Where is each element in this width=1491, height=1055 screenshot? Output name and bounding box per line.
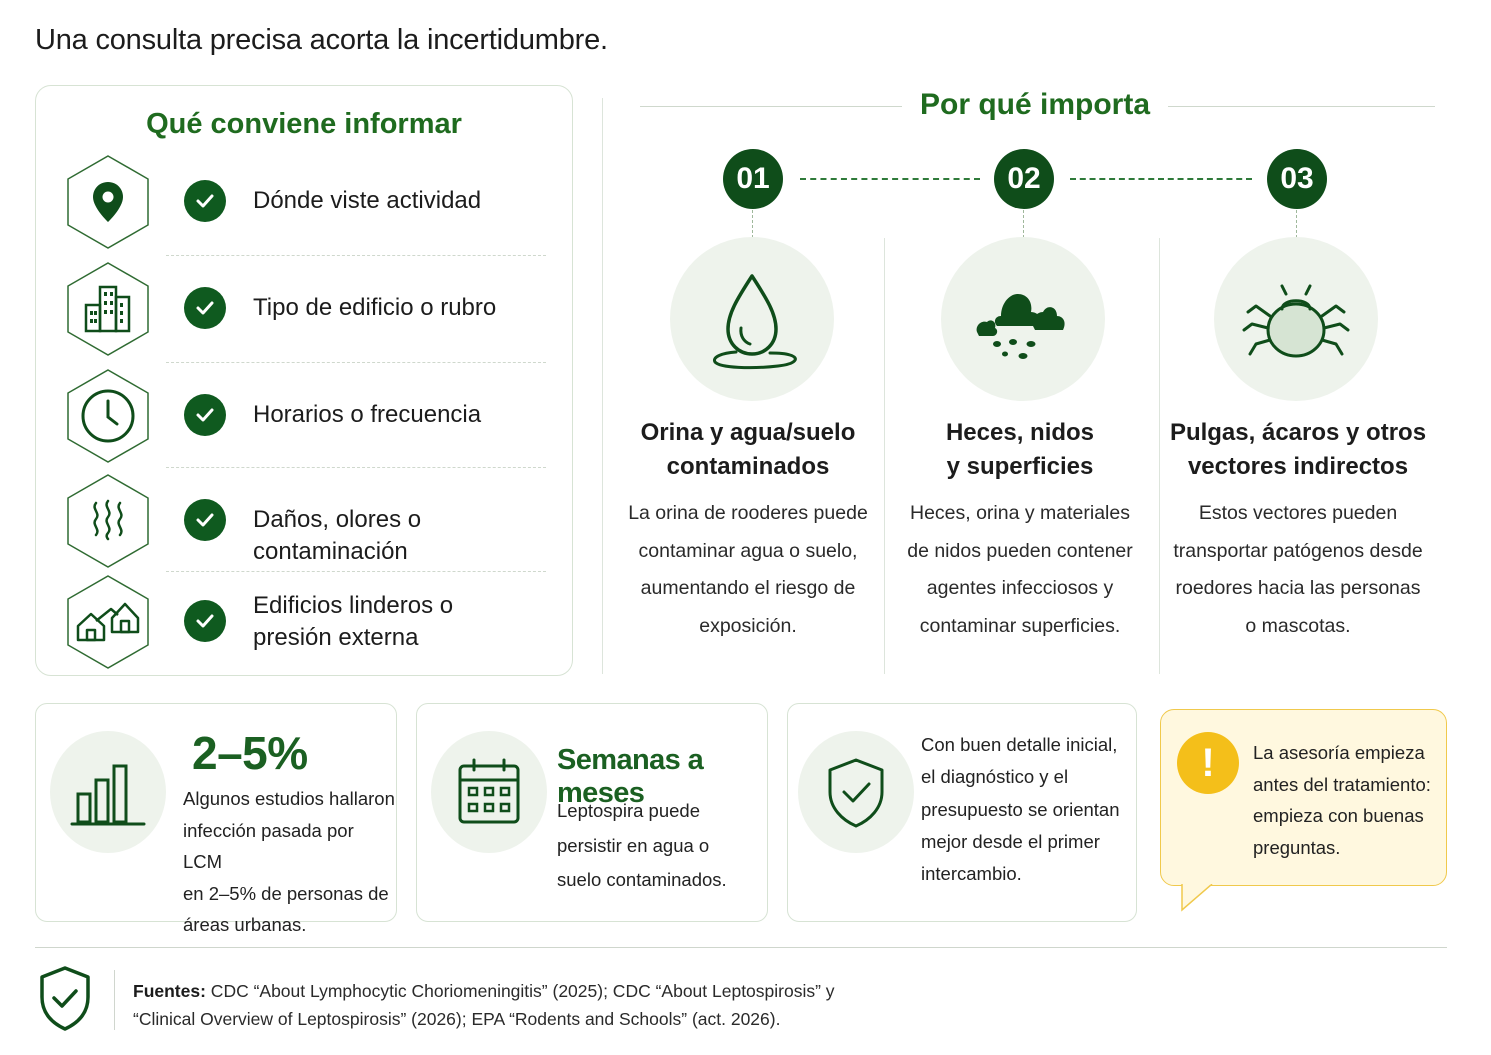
speech-tail xyxy=(1180,884,1220,914)
info-item-damage xyxy=(36,473,574,573)
check-icon xyxy=(184,180,226,222)
odor-waves-icon xyxy=(66,473,150,569)
page-title: Una consulta precisa acorta la incertidumbre. xyxy=(35,24,608,56)
step-connector xyxy=(752,210,753,238)
info-item-label: Tipo de edificio o rubro xyxy=(253,294,497,321)
step-title: Pulgas, ácaros y otros vectores indirectos xyxy=(1169,419,1427,480)
row-divider xyxy=(166,467,546,468)
tick-illustration xyxy=(1214,237,1378,401)
calendar-icon-bg xyxy=(431,731,547,853)
row-divider xyxy=(166,362,546,363)
info-item-label: Edificios linderos o presión externa xyxy=(253,592,454,651)
bar-chart-icon xyxy=(68,752,148,832)
stat-description: Algunos estudios hallaron infección pasada por LCM en 2–5% de personas de áreas urbanas. xyxy=(183,788,395,935)
row-divider xyxy=(166,571,546,572)
info-panel xyxy=(35,85,573,676)
why-title: Por qué importa xyxy=(919,88,1151,121)
info-panel-title: Qué conviene informar xyxy=(146,108,462,140)
duration-description: Leptospira puede persistir en agua o suelo contaminados. xyxy=(557,800,727,890)
check-icon xyxy=(184,287,226,329)
step-number: 02 xyxy=(994,149,1054,209)
sources-text: Fuentes: CDC “About Lymphocytic Choriomeningitis” (2025); CDC “About Leptospirosis” y “Clinical Overview of Leptospirosis” (2026); EPA “Rodents and Schools” (act. 2026). xyxy=(133,981,835,1029)
title-rule xyxy=(640,106,902,107)
info-item-label: Dónde viste actividad xyxy=(253,187,482,214)
building-icon xyxy=(66,261,150,357)
info-item-location xyxy=(36,154,574,254)
advice-text: La asesoría empieza antes del tratamiento: empieza con buenas preguntas. xyxy=(1253,742,1431,858)
location-pin-icon xyxy=(66,154,150,250)
detail-card xyxy=(787,703,1137,922)
section-divider xyxy=(602,98,603,674)
advice-note xyxy=(1160,709,1447,886)
check-icon xyxy=(184,600,226,642)
check-icon xyxy=(184,394,226,436)
step-title: Heces, nidos y superficies xyxy=(945,419,1095,480)
bar-chart-icon-bg xyxy=(50,731,166,853)
duration-card xyxy=(416,703,768,922)
info-item-building xyxy=(36,261,574,361)
step-connector xyxy=(1070,178,1252,180)
shield-icon-bg xyxy=(798,731,914,853)
stat-card xyxy=(35,703,397,935)
detail-description: Con buen detalle inicial, el diagnóstico y el presupuesto se orientan mejor desde el primer intercambio. xyxy=(921,734,1120,885)
info-item-schedule xyxy=(36,368,574,468)
step-connector xyxy=(1296,210,1297,238)
sources-label: Fuentes: xyxy=(133,981,206,1001)
water-drop-icon xyxy=(692,254,812,384)
step-connector xyxy=(1023,210,1024,238)
water-drop-illustration xyxy=(670,237,834,401)
info-item-neighbors xyxy=(36,574,574,674)
duration-heading: Semanas a meses xyxy=(557,744,704,809)
footer-vertical-rule xyxy=(114,970,115,1030)
houses-icon xyxy=(66,574,150,670)
stat-value: 2–5% xyxy=(192,727,308,779)
check-icon xyxy=(184,499,226,541)
step-description: La orina de rooderes puede contaminar agua o suelo, aumentando el riesgo de exposición. xyxy=(628,502,868,637)
warning-icon: ! xyxy=(1177,732,1239,794)
step-number: 01 xyxy=(723,149,783,209)
info-item-label: Horarios o frecuencia xyxy=(253,401,482,428)
calendar-icon xyxy=(454,754,524,830)
info-item-label: Daños, olores o contaminación xyxy=(253,506,422,565)
step-connector xyxy=(800,178,980,180)
step-title: Orina y agua/suelo contaminados xyxy=(640,419,856,480)
shield-check-icon xyxy=(38,965,92,1033)
row-divider xyxy=(166,255,546,256)
droppings-icon xyxy=(963,264,1083,374)
step-description: Estos vectores pueden transportar patógenos desde roedores hacia las personas o mascotas. xyxy=(1173,502,1423,637)
footer-divider xyxy=(35,947,1447,948)
step-description: Heces, orina y materiales de nidos pueden contener agentes infecciosos y contaminar superficies. xyxy=(907,502,1133,637)
step-number: 03 xyxy=(1267,149,1327,209)
title-rule xyxy=(1168,106,1435,107)
droppings-illustration xyxy=(941,237,1105,401)
clock-icon xyxy=(66,368,150,464)
tick-bug-icon xyxy=(1236,264,1356,374)
shield-check-icon xyxy=(824,754,888,830)
